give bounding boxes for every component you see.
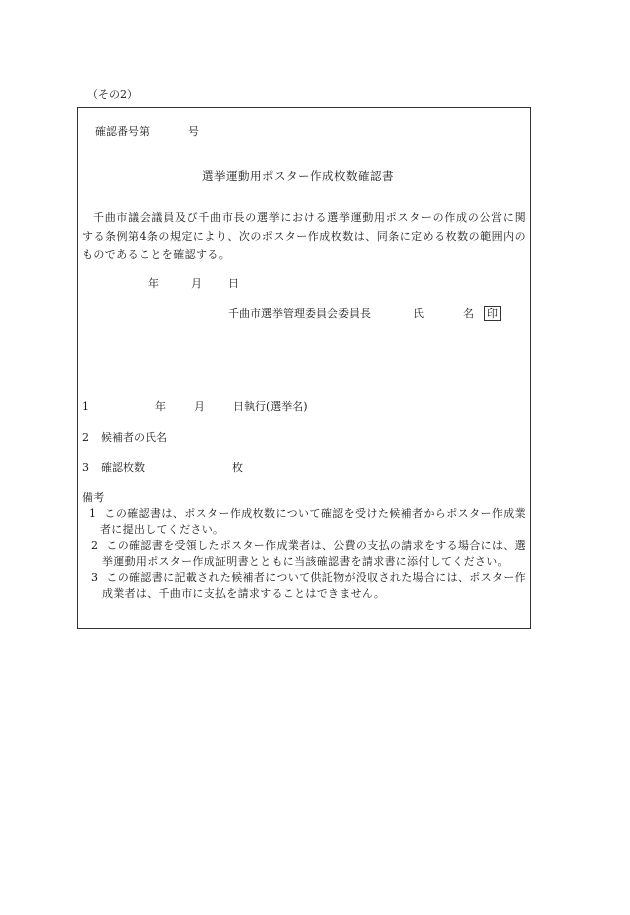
date-year: 年 (148, 277, 159, 290)
item-2-number: 2 (82, 431, 89, 444)
date-day: 日 (228, 277, 239, 290)
remarks-section (82, 490, 526, 602)
document-title: 選挙運動用ポスター作成枚数確認書 (202, 169, 394, 183)
item-1-text: 日執行(選挙名) (233, 400, 308, 413)
item-2-text: 候補者の氏名 (101, 431, 167, 444)
remark-note-text: この確認書は、ポスター作成枚数について確認を受けた候補者からポスター作成業者に提出してください。 (100, 507, 526, 536)
confirmation-number-label: 確認番号第 (95, 125, 150, 138)
remark-note-number: 3 (91, 571, 99, 584)
signer-name-label-2: 名 (463, 307, 474, 320)
remark-note-number: 2 (91, 539, 99, 552)
remark-note-text: この確認書を受領したポスター作成業者は、公費の支払の請求をする場合には、選挙運動用ポスター作成証明書とともに当該確認書を請求書に添付してください。 (102, 539, 526, 568)
remark-note-number: 1 (89, 507, 97, 520)
confirmation-number-suffix: 号 (188, 125, 199, 138)
remark-note (82, 506, 526, 538)
item-1-year: 年 (155, 400, 166, 413)
seal-mark: 印 (484, 306, 501, 321)
remarks-heading: 備考 (82, 491, 105, 504)
body-paragraph: 千曲市議会議員及び千曲市長の選挙における選挙運動用ポスターの作成の公営に関する条例第4条の規定により、次のポスター作成枚数は、同条に定める枚数の範囲内のものであることを確認する。 (82, 211, 526, 261)
item-3-number: 3 (82, 461, 89, 474)
signer-title: 千曲市選挙管理委員会委員長 (228, 307, 371, 320)
item-3-unit: 枚 (232, 461, 243, 474)
remark-note (82, 570, 526, 602)
remark-note-text: この確認書に記載された候補者について供託物が没収された場合には、ポスター作成業者は、千曲市に支払を請求することはできません。 (102, 571, 526, 600)
date-month: 月 (191, 277, 202, 290)
signer-name-label-1: 氏 (413, 307, 424, 320)
item-3-text: 確認枚数 (101, 461, 145, 474)
form-label: （その2） (87, 88, 138, 101)
item-1-number: 1 (82, 400, 89, 413)
remark-note (82, 538, 526, 570)
item-1-month: 月 (194, 400, 205, 413)
